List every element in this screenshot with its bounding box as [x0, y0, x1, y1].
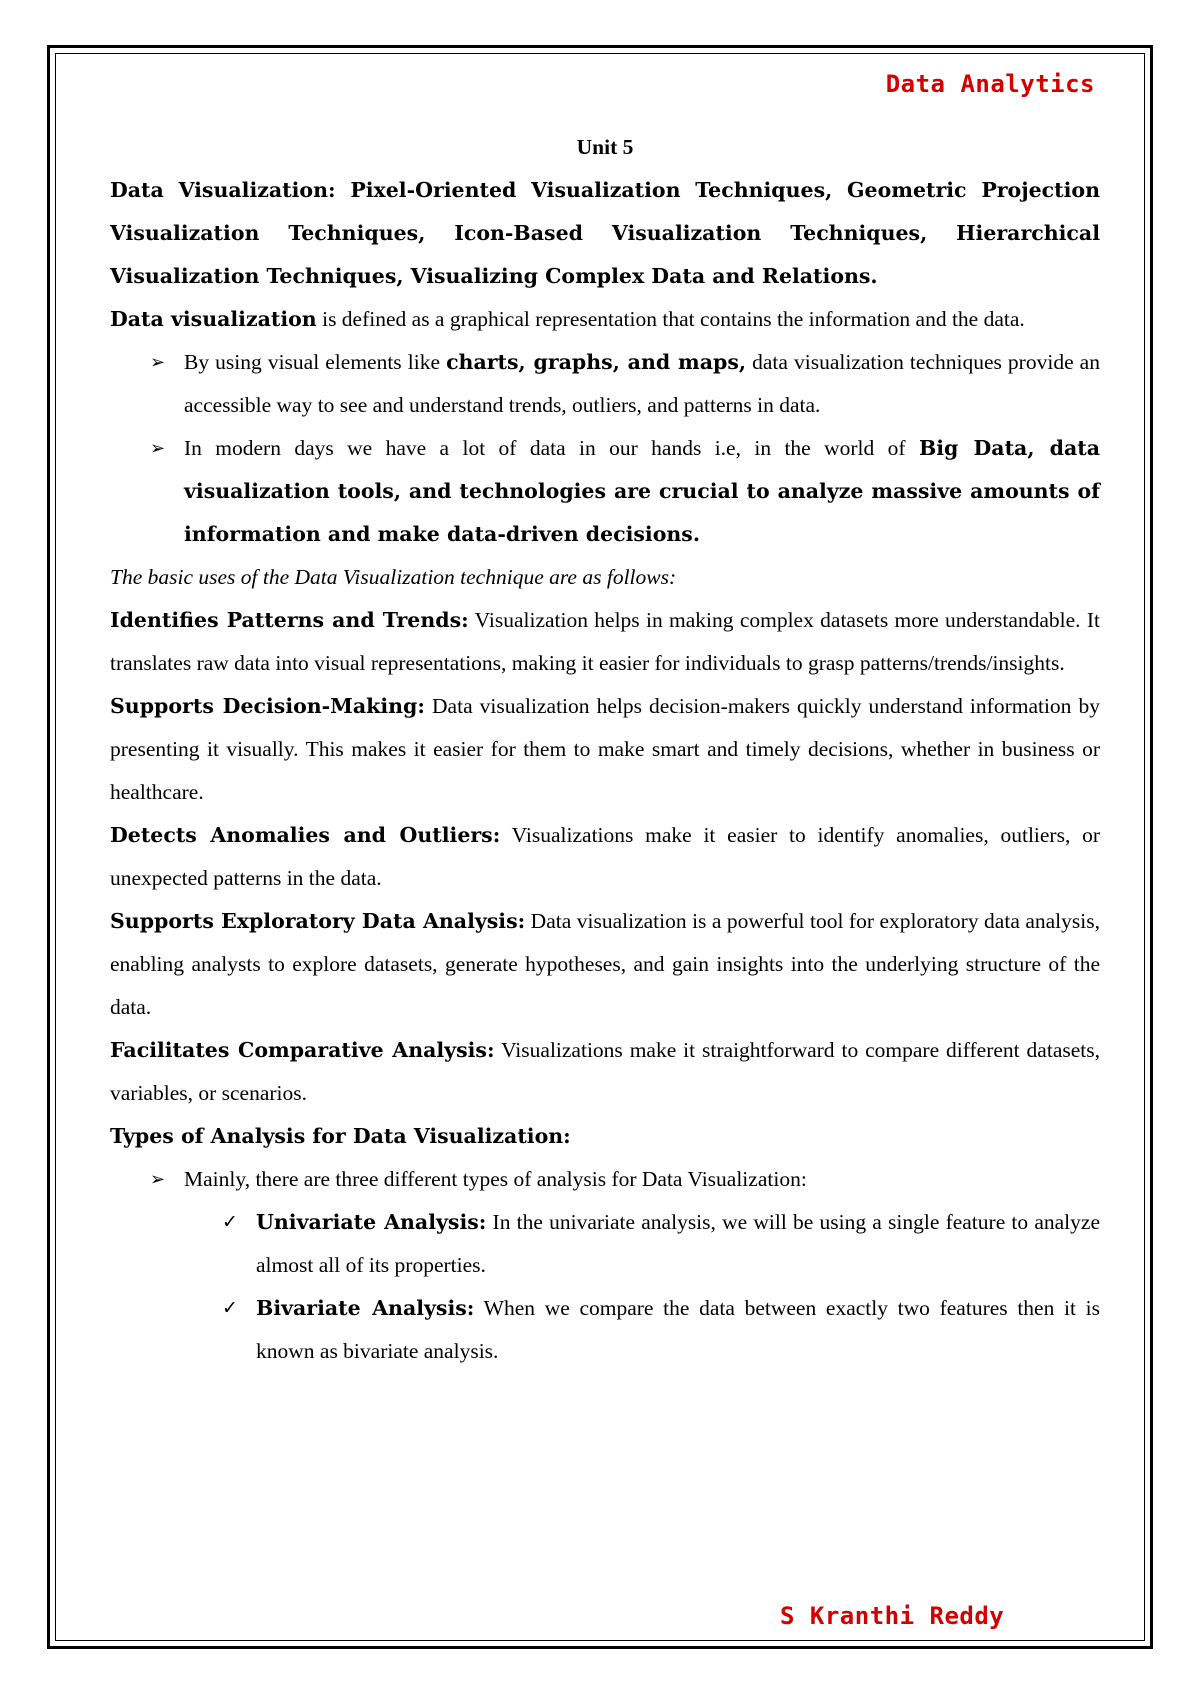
bullet-bold: Big Data, data visualization tools, and technologies are crucial to analyze massive amounts of information and make data-driven decisions.: [184, 436, 1100, 546]
use-title: Facilitates Comparative Analysis:: [110, 1038, 495, 1062]
header-title: Data Analytics: [885, 70, 1095, 98]
type-title: Bivariate Analysis:: [256, 1296, 475, 1320]
list-item: [110, 341, 1100, 427]
list-item: [110, 1287, 1100, 1373]
use-text: Visualizations make it easier to identify anomalies, outliers, or unexpected patterns in the data.: [110, 823, 1100, 890]
bullet-text: Mainly, there are three different types of analysis for Data Visualization:: [184, 1167, 807, 1191]
type-text: When we compare the data between exactly two features then it is known as bivariate analysis.: [256, 1296, 1100, 1363]
uses-intro: The basic uses of the Data Visualization technique are as follows:: [110, 565, 677, 589]
bullet-text: By using visual elements like: [184, 350, 447, 374]
use-paragraph: [110, 814, 1100, 900]
use-text: Data visualization is a powerful tool for exploratory data analysis, enabling analysts to explore datasets, generate hypotheses, and gain insights into the underlying structure of the data.: [110, 909, 1100, 1019]
type-title: Univariate Analysis:: [256, 1210, 487, 1234]
types-heading-text: Types of Analysis for Data Visualization:: [110, 1124, 571, 1148]
types-heading: [110, 1115, 1100, 1158]
arrow-bullet-icon: ➢: [150, 438, 166, 459]
use-text: Data visualization helps decision-makers quickly understand information by presenting it visually. This makes it easier for them to make smart and timely decisions, whether in business or healthcare.: [110, 694, 1100, 804]
footer-author: S Kranthi Reddy: [780, 1602, 1005, 1630]
use-paragraph: [110, 900, 1100, 1029]
use-paragraph: [110, 599, 1100, 685]
list-item: [110, 1158, 1100, 1201]
use-title: Supports Decision-Making:: [110, 694, 425, 718]
use-text: Visualization helps in making complex datasets more understandable. It translates raw data into visual representations, making it easier for individuals to grasp patterns/trends/insights.: [110, 608, 1100, 675]
list-item: [110, 1201, 1100, 1287]
use-paragraph: [110, 685, 1100, 814]
document-body: [110, 126, 1100, 1373]
arrow-bullet-icon: ➢: [150, 1169, 166, 1190]
list-item: [110, 427, 1100, 556]
unit-heading: Unit 5: [576, 135, 634, 159]
definition-paragraph: [110, 298, 1100, 341]
type-text: In the univariate analysis, we will be using a single feature to analyze almost all of its properties.: [256, 1210, 1100, 1277]
use-paragraph: [110, 1029, 1100, 1115]
bullet-text: data visualization techniques provide an accessible way to see and understand trends, outliers, and patterns in data.: [184, 350, 1100, 417]
use-title: Identifies Patterns and Trends:: [110, 608, 469, 632]
use-title: Detects Anomalies and Outliers:: [110, 823, 501, 847]
definition-term: Data visualization: [110, 307, 317, 331]
checkmark-icon: ✓: [222, 1297, 238, 1319]
syllabus: [110, 169, 1100, 298]
arrow-bullet-icon: ➢: [150, 352, 166, 373]
definition-text: is defined as a graphical representation that contains the information and the data.: [316, 307, 1025, 331]
bullet-text: In modern days we have a lot of data in our hands i.e, in the world of: [184, 436, 919, 460]
syllabus-text: Data Visualization: Pixel-Oriented Visualization Techniques, Geometric Projection Visualization Techniques, Icon-Based Visualization Techniques, Hierarchical Visualization Techniques, Visualizing Complex Data and Relations.: [110, 178, 1100, 288]
checkmark-icon: ✓: [222, 1211, 238, 1233]
use-text: Visualizations make it straightforward to compare different datasets, variables, or scenarios.: [110, 1038, 1100, 1105]
use-title: Supports Exploratory Data Analysis:: [110, 909, 526, 933]
bullet-bold: charts, graphs, and maps,: [446, 350, 747, 374]
